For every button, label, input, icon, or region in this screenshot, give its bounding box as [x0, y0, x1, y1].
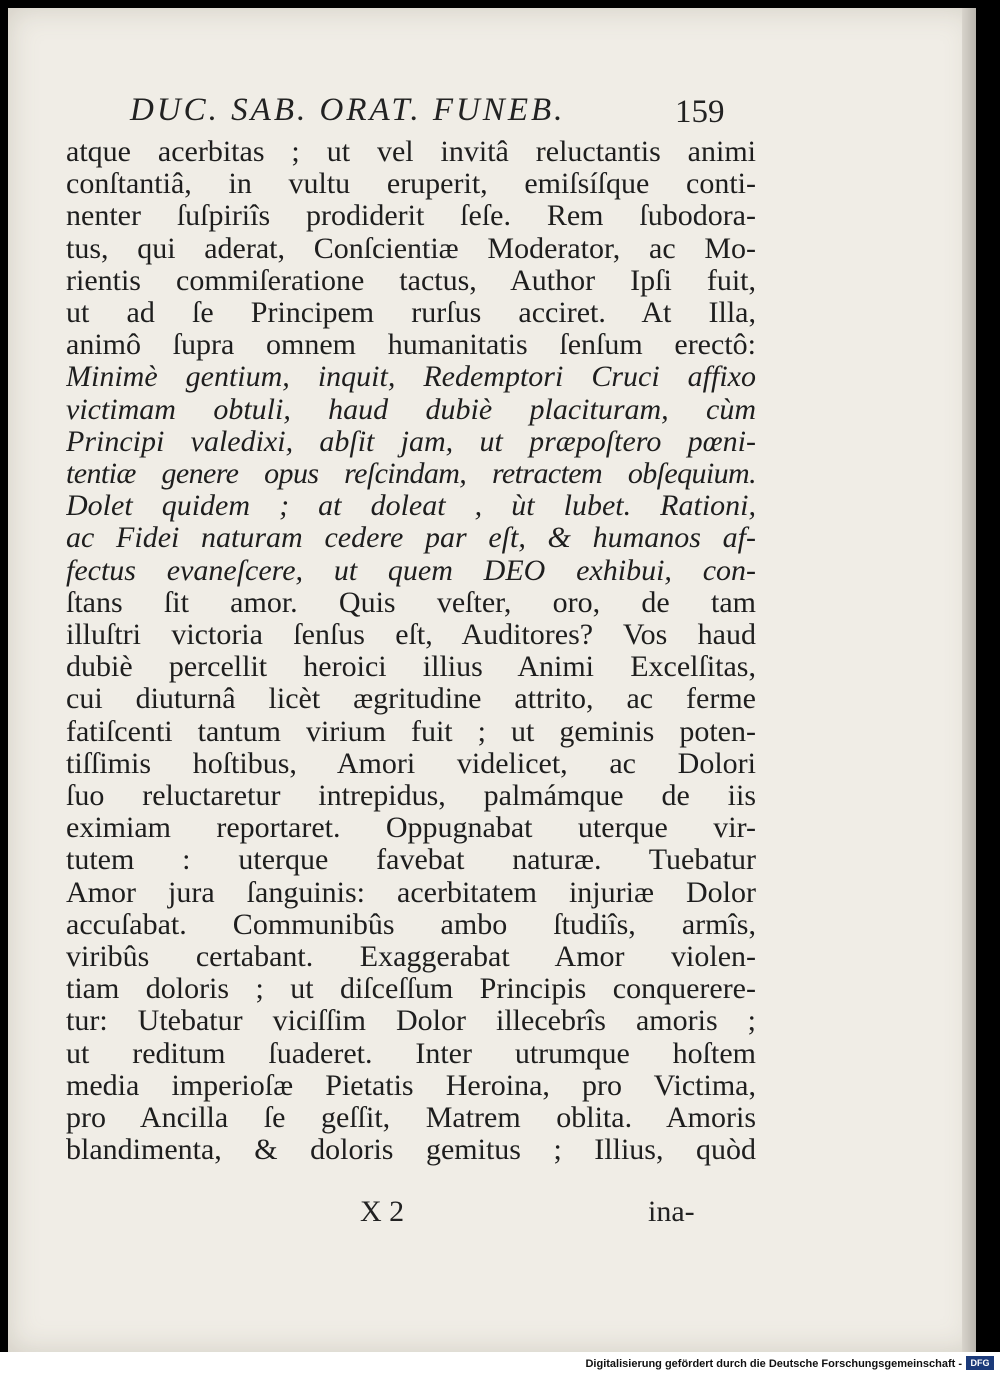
text-line: blandimenta, & doloris gemitus ; Illius, quòd: [66, 1134, 756, 1167]
text-line-italic: fectus evaneſcere, ut quem DEO exhibui, con-: [66, 554, 756, 587]
text-line: illuſtri victoria ſenſus eſt, Auditores? Vos haud: [66, 619, 756, 652]
text-line: ut ad ſe Principem rurſus acciret. At Illa,: [66, 297, 756, 330]
text-line: tus, qui aderat, Conſcientiæ Moderator, ac Mo-: [66, 232, 756, 265]
dfg-logo-icon: DFG: [966, 1356, 994, 1370]
text-line: accuſabat. Communibûs ambo ſtudiîs, armîs,: [66, 908, 756, 941]
text-line: atque acerbitas ; ut vel invitâ reluctantis animi: [66, 136, 756, 168]
body-text: [66, 136, 756, 1167]
page-number: 159: [675, 94, 725, 130]
text-line: rientis commiſeratione tactus, Author Ipſi fuit,: [66, 264, 756, 297]
text-line: media imperioſæ Pietatis Heroina, pro Victima,: [66, 1069, 756, 1102]
text-line-italic: Dolet quidem ; at doleat , ùt lubet. Rationi,: [66, 490, 756, 523]
text-line: tur: Utebatur viciſſim Dolor illecebrîs amoris ;: [66, 1005, 756, 1038]
credit-text: Digitalisierung gefördert durch die Deutsche Forschungsgemeinschaft -: [585, 1358, 962, 1370]
signature-mark: X 2: [360, 1195, 405, 1228]
text-line: ſtans ſit amor. Quis veſter, oro, de tam: [66, 586, 756, 619]
text-line: tiſſimis hoſtibus, Amori videlicet, ac Dolori: [66, 747, 756, 780]
text-line: cui diuturnâ licèt ægritudine attrito, ac ferme: [66, 683, 756, 716]
text-line: Amor jura ſanguinis: acerbitatem injuriæ Dolor: [66, 876, 756, 909]
text-line: ſuo reluctaretur intrepidus, palmámque de iis: [66, 780, 756, 813]
text-line-italic: ac Fidei naturam cedere par eſt, & humanos af-: [66, 522, 756, 555]
text-line-italic: Minimè gentium, inquit, Redemptori Cruci affixo: [66, 361, 756, 394]
text-line: conſtantiâ, in vultu eruperit, emiſsíſque conti-: [66, 168, 756, 201]
text-line-italic: Principi valedixi, abſit jam, ut præpoſtero pœni-: [66, 425, 756, 458]
page-edge: [962, 8, 976, 1352]
running-head: DUC. SAB. ORAT. FUNEB.: [130, 92, 566, 128]
text-line: viribûs certabant. Exaggerabat Amor violen-: [66, 941, 756, 974]
text-line: animô ſupra omnem humanitatis ſenſum erectô:: [66, 329, 756, 362]
text-line: ut reditum ſuaderet. Inter utrumque hoſtem: [66, 1037, 756, 1070]
credit-bar: [0, 1352, 1000, 1376]
text-line: tutem : uterque favebat naturæ. Tuebatur: [66, 844, 756, 877]
text-line: pro Ancilla ſe geſſit, Matrem oblita. Amoris: [66, 1102, 756, 1135]
text-line-italic: tentiæ genere opus reſcindam, retractem obſequium.: [66, 458, 756, 491]
text-line: nenter ſuſpiriîs prodiderit ſeſe. Rem ſubodora-: [66, 200, 756, 233]
text-line-italic: victimam obtuli, haud dubiè placituram, cùm: [66, 393, 756, 426]
catchword: ina-: [648, 1195, 695, 1228]
text-line: eximiam reportaret. Oppugnabat uterque vir-: [66, 812, 756, 845]
text-line: tiam doloris ; ut diſceſſum Principis conquerere-: [66, 973, 756, 1006]
text-line: fatiſcenti tantum virium fuit ; ut geminis poten-: [66, 715, 756, 748]
text-line: dubiè percellit heroici illius Animi Excelſitas,: [66, 651, 756, 684]
